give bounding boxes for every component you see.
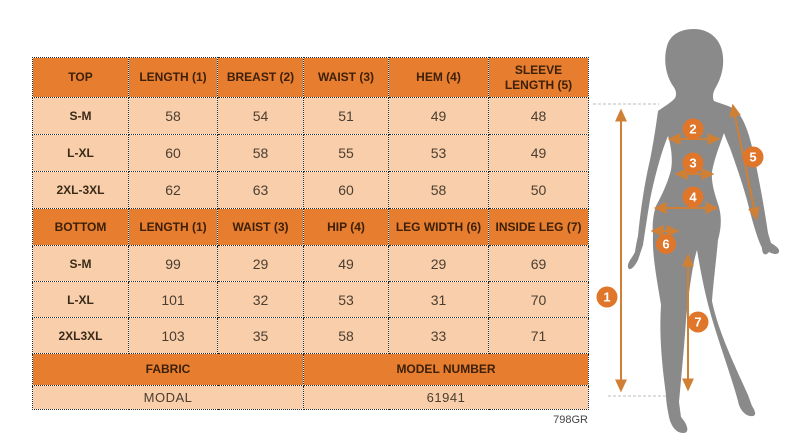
table-row-top-sm	[33, 98, 589, 135]
value-cell: 49	[489, 135, 589, 172]
svg-text:5: 5	[749, 149, 757, 165]
bottom-header-row	[33, 209, 589, 246]
value-cell: 50	[489, 172, 589, 209]
table-row-bottom-lxl	[33, 282, 589, 318]
value-cell: 60	[129, 135, 218, 172]
female-silhouette	[628, 29, 779, 433]
size-cell: 2XL-3XL	[33, 172, 129, 209]
value-cell: 31	[389, 282, 489, 318]
reference-code: 798GR	[553, 414, 588, 426]
value-cell: 103	[129, 318, 218, 354]
measurement-diagram	[590, 0, 800, 444]
size-cell: 2XL3XL	[33, 318, 129, 354]
svg-text:1: 1	[603, 289, 611, 305]
value-cell: 60	[304, 172, 389, 209]
info-header-row	[33, 354, 589, 386]
bottom-section-title: BOTTOM	[33, 209, 129, 246]
value-cell: 35	[218, 318, 304, 354]
size-cell: L-XL	[33, 135, 129, 172]
value-cell: 33	[389, 318, 489, 354]
size-cell: S-M	[33, 98, 129, 135]
measurement-marker-1	[597, 287, 618, 308]
column-header-inside-leg-7: INSIDE LEG (7)	[489, 209, 589, 246]
table-row-bottom-sm	[33, 246, 589, 282]
column-header-leg-width-6: LEG WIDTH (6)	[389, 209, 489, 246]
fabric-value: MODAL	[33, 386, 304, 410]
fabric-header: FABRIC	[33, 354, 304, 386]
measurement-marker-2	[683, 119, 704, 140]
table-row-bottom-2xl3xl	[33, 318, 589, 354]
measurement-marker-5	[743, 147, 764, 168]
svg-text:4: 4	[689, 189, 697, 205]
svg-text:3: 3	[689, 155, 697, 171]
column-header-hip-4: HIP (4)	[304, 209, 389, 246]
column-header-length-1: LENGTH (1)	[129, 209, 218, 246]
value-cell: 58	[304, 318, 389, 354]
svg-text:6: 6	[662, 236, 670, 252]
value-cell: 101	[129, 282, 218, 318]
svg-text:2: 2	[689, 121, 697, 137]
value-cell: 71	[489, 318, 589, 354]
column-header-sleeve-length-5: SLEEVE LENGTH (5)	[489, 58, 589, 98]
value-cell: 32	[218, 282, 304, 318]
column-header-length-1: LENGTH (1)	[129, 58, 218, 98]
model-number-header: MODEL NUMBER	[304, 354, 589, 386]
value-cell: 29	[389, 246, 489, 282]
column-header-waist-3: WAIST (3)	[304, 58, 389, 98]
model-number-value: 61941	[304, 386, 589, 410]
value-cell: 58	[389, 172, 489, 209]
top-header-row	[33, 58, 589, 98]
table-row-top-2xl3xl	[33, 172, 589, 209]
measurement-marker-3	[683, 153, 704, 174]
value-cell: 49	[389, 98, 489, 135]
column-header-breast-2: BREAST (2)	[218, 58, 304, 98]
measurement-marker-7	[688, 312, 709, 333]
table-row-top-lxl	[33, 135, 589, 172]
value-cell: 58	[218, 135, 304, 172]
value-cell: 55	[304, 135, 389, 172]
column-header-hem-4: HEM (4)	[389, 58, 489, 98]
value-cell: 54	[218, 98, 304, 135]
value-cell: 69	[489, 246, 589, 282]
measurement-marker-4	[683, 187, 704, 208]
size-cell: S-M	[33, 246, 129, 282]
value-cell: 29	[218, 246, 304, 282]
value-cell: 51	[304, 98, 389, 135]
size-cell: L-XL	[33, 282, 129, 318]
value-cell: 99	[129, 246, 218, 282]
value-cell: 48	[489, 98, 589, 135]
value-cell: 53	[389, 135, 489, 172]
size-chart-table	[32, 57, 589, 410]
value-cell: 49	[304, 246, 389, 282]
value-cell: 53	[304, 282, 389, 318]
measurement-marker-6	[656, 234, 676, 254]
value-cell: 63	[218, 172, 304, 209]
info-value-row	[33, 386, 589, 410]
top-section-title: TOP	[33, 58, 129, 98]
value-cell: 70	[489, 282, 589, 318]
value-cell: 62	[129, 172, 218, 209]
value-cell: 58	[129, 98, 218, 135]
svg-text:7: 7	[694, 314, 702, 330]
column-header-waist-3: WAIST (3)	[218, 209, 304, 246]
